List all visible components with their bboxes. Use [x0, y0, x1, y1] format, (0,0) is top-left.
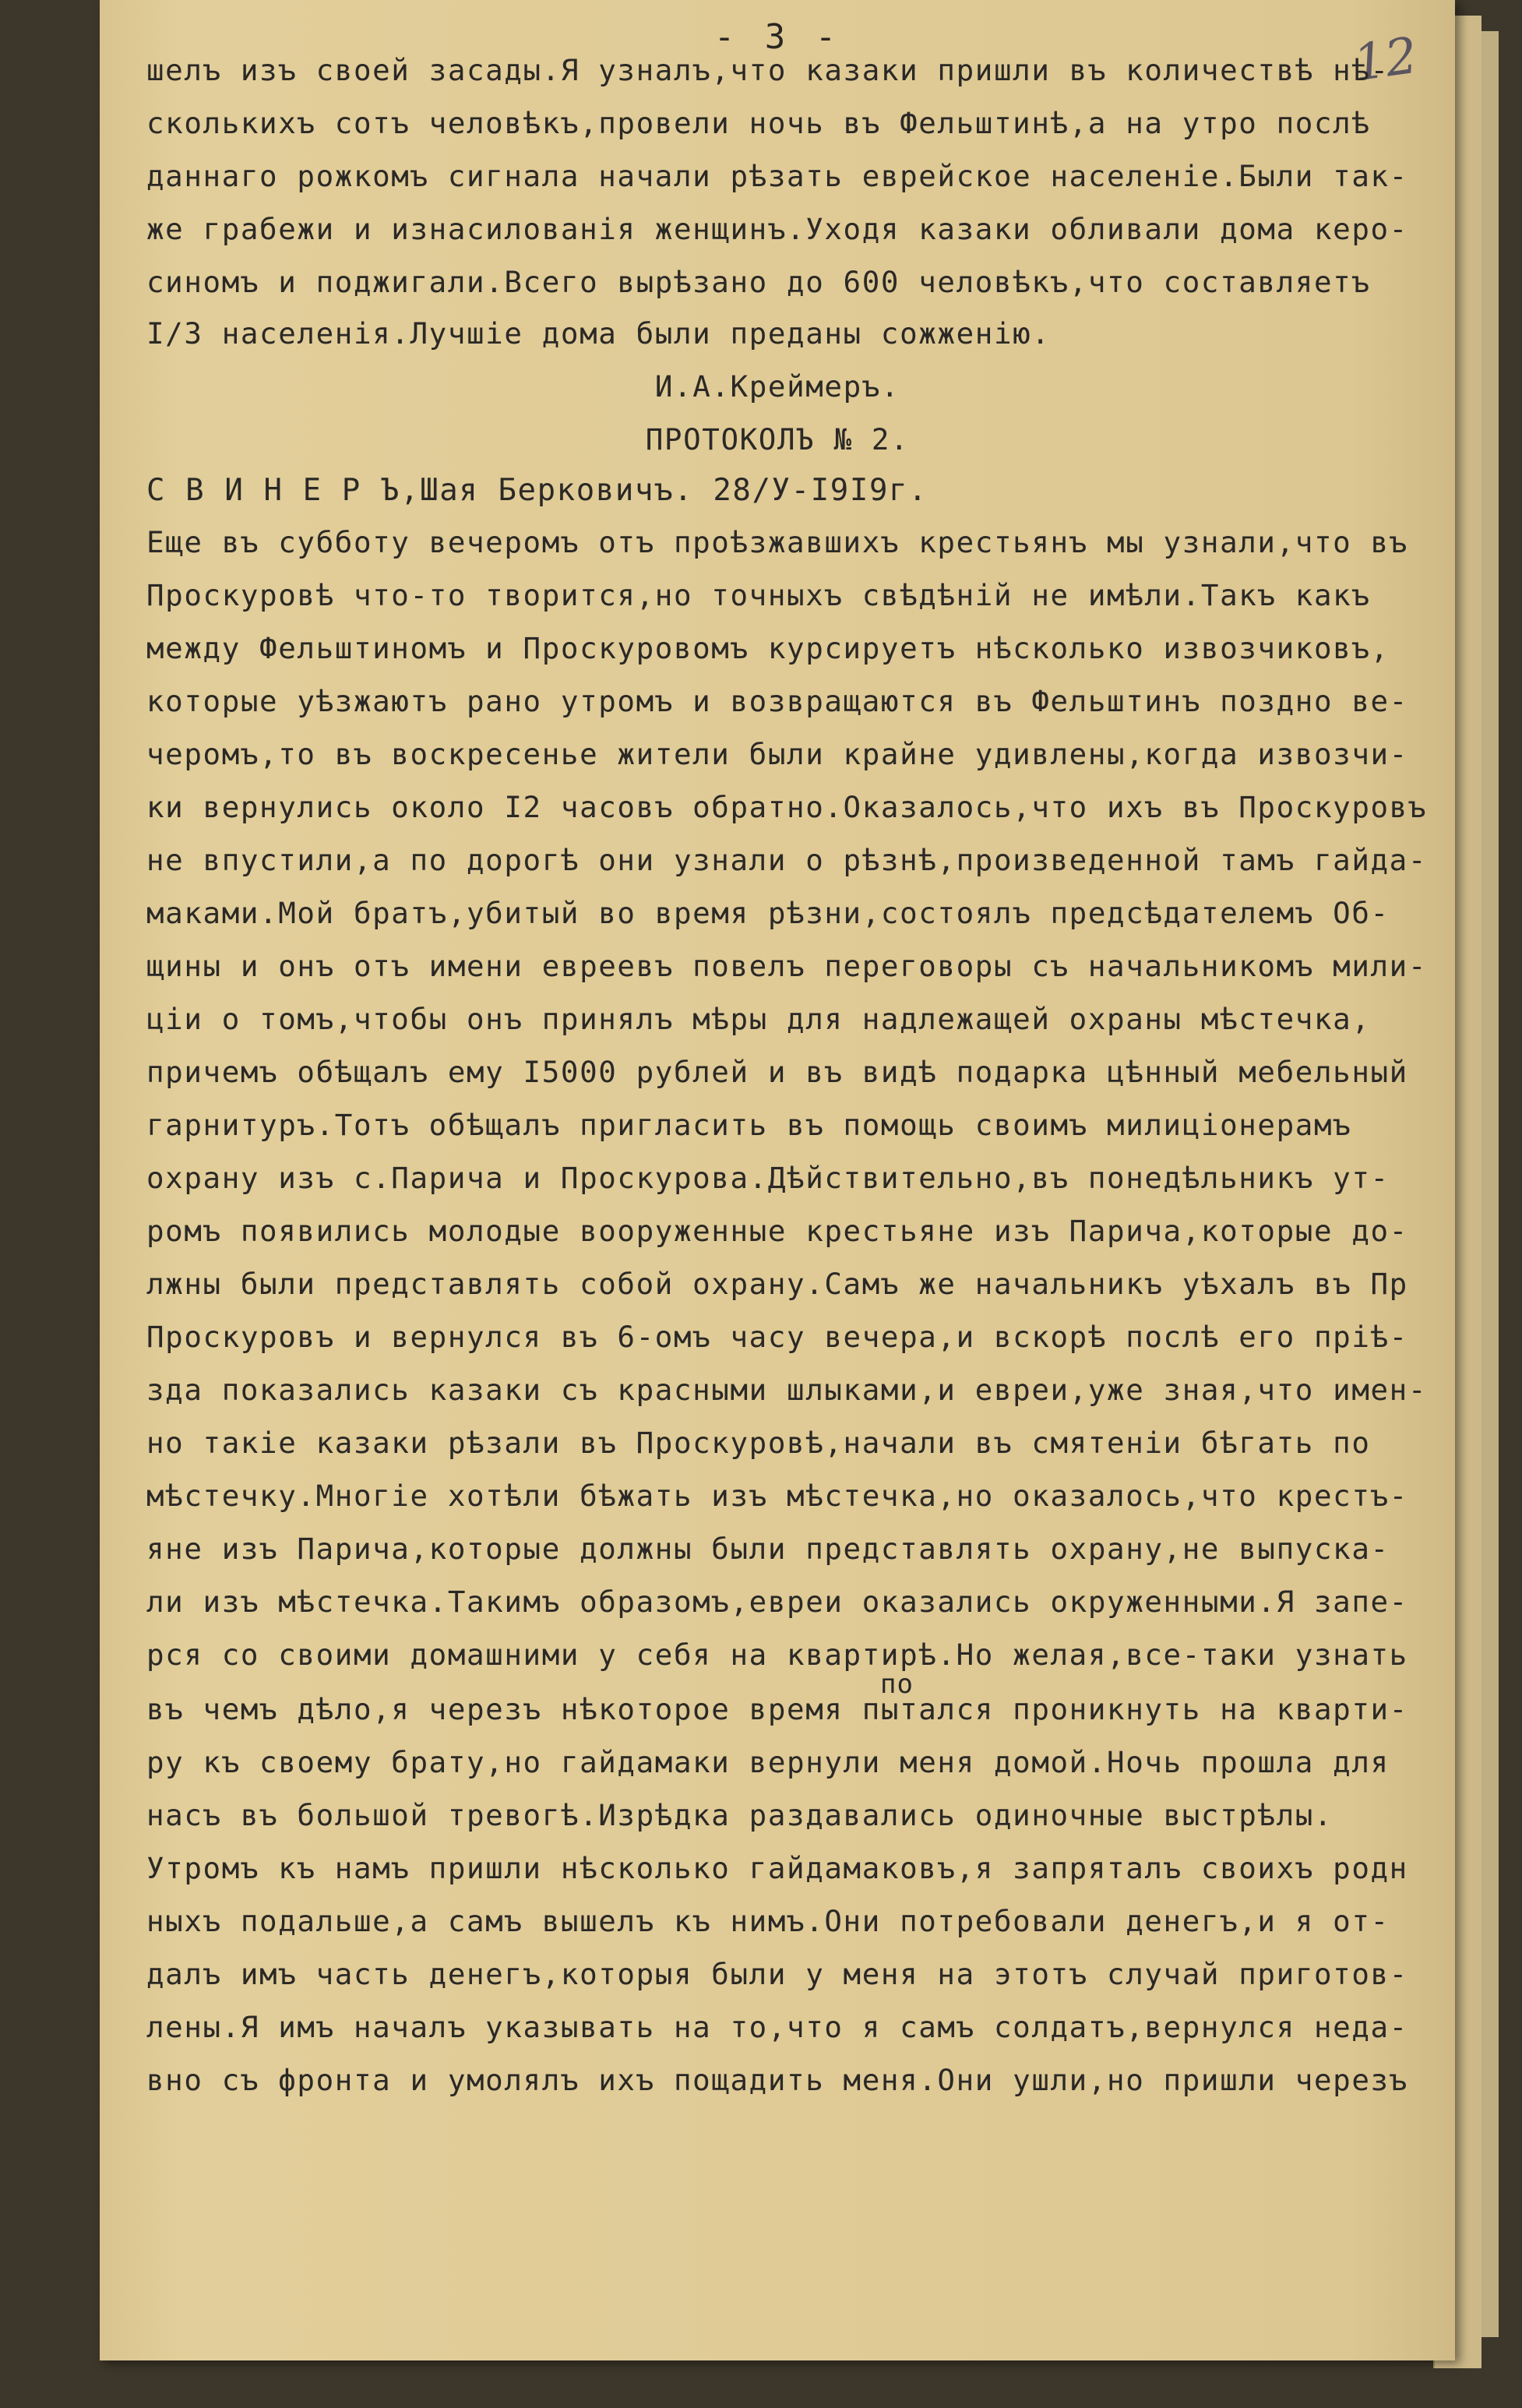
text-line: ціи о томъ,чтобы онъ принялъ мѣры для надлежащей охраны мѣстечка, [146, 1002, 1371, 1036]
text-line: Утромъ къ намъ пришли нѣсколько гайдамаковъ,я запряталъ своихъ родн [146, 1851, 1408, 1885]
text-line: синомъ и поджигали.Всего вырѣзано до 600 человѣкъ,что составляетъ [146, 265, 1371, 299]
text-line: вно съ фронта и умолялъ ихъ пощадить меня.Они ушли,но пришли черезъ [146, 2063, 1408, 2097]
text-line: шелъ изъ своей засады.Я узналъ,что казаки пришли въ количествѣ нѣ- [146, 53, 1390, 87]
text-line: ки вернулись около I2 часовъ обратно.Оказалось,что ихъ въ Проскуровъ [146, 790, 1428, 824]
text-line: ромъ появились молодые вооруженные крестьяне изъ Парича,которые до- [146, 1214, 1408, 1248]
text-line: зда показались казаки съ красными шлыками,и евреи,уже зная,что имен- [146, 1373, 1428, 1407]
page-number: - 3 - [713, 17, 841, 57]
text-line: даннаго рожкомъ сигнала начали рѣзать еврейское населеніе.Были так- [146, 159, 1408, 193]
text-line: рся со своими домашними у себя на квартирѣ.Но желая,все-таки узнать [146, 1638, 1408, 1672]
text-line: мѣстечку.Многіе хотѣли бѣжать изъ мѣстечка,но оказалось,что крестъ- [146, 1479, 1408, 1513]
text-line: сколькихъ сотъ человѣкъ,провели ночь въ Фельштинѣ,а на утро послѣ [146, 106, 1371, 140]
text-line: но такіе казаки рѣзали въ Проскуровѣ,начали въ смятеніи бѣгать по [146, 1426, 1371, 1460]
text-line: Проскуровѣ что-то творится,но точныхъ свѣдѣній не имѣли.Такъ какъ [146, 578, 1371, 612]
text-line: черомъ,то въ воскресенье жители были крайне удивлены,когда извозчи- [146, 737, 1408, 771]
protocol-title: ПРОТОКОЛЪ № 2. [645, 422, 910, 457]
text-line: маками.Мой братъ,убитый во время рѣзни,состоялъ предсѣдателемъ Об- [146, 896, 1390, 930]
text-line: между Фельштиномъ и Проскуровомъ курсируетъ нѣсколько извозчиковъ, [146, 631, 1390, 665]
text-line: причемъ обѣщалъ ему I5000 рублей и въ видѣ подарка цѣнный мебельный [146, 1055, 1408, 1089]
text-line: I/3 населенія.Лучшіе дома были преданы сожженію. [146, 316, 1051, 351]
text-line: же грабежи и изнасилованія женщинъ.Уходя казаки обливали дома керо- [146, 212, 1408, 246]
witness-heading: С В И Н Е Р Ъ,Шая Берковичъ. 28/У-I9I9г. [146, 473, 928, 508]
text-line: далъ имъ часть денегъ,которыя были у меня на этотъ случай приготов- [146, 1957, 1408, 1991]
text-line: яне изъ Парича,которые должны были представлять охрану,не выпуска- [146, 1532, 1390, 1566]
text-line: щины и онъ отъ имени евреевъ повелъ переговоры съ начальникомъ мили- [146, 949, 1428, 983]
text-line: въ чемъ дѣло,я черезъ нѣкоторое время пытался проникнуть на кварти- [146, 1692, 1408, 1726]
text-line: которые уѣзжаютъ рано утромъ и возвращаются въ Фельштинъ поздно ве- [146, 684, 1408, 718]
document-page [100, 0, 1455, 2360]
text-line: ру къ своему брату,но гайдамаки вернули меня домой.Ночь прошла для [146, 1745, 1390, 1779]
text-line: лены.Я имъ началъ указывать на то,что я самъ солдатъ,вернулся неда- [146, 2010, 1408, 2044]
text-line: гарнитуръ.Тотъ обѣщалъ пригласить въ помощь своимъ милиціонерамъ [146, 1108, 1352, 1142]
text-line: лжны были представлять собой охрану.Самъ же начальникъ уѣхалъ въ Пр [146, 1267, 1408, 1301]
text-line: ли изъ мѣстечка.Такимъ образомъ,евреи оказались окруженными.Я запе- [146, 1585, 1408, 1619]
text-line: Еще въ субботу вечеромъ отъ проѣзжавшихъ крестьянъ мы узнали,что въ [146, 525, 1408, 559]
text-line: охрану изъ с.Парича и Проскурова.Дѣйствительно,въ понедѣльникъ ут- [146, 1161, 1390, 1195]
text-line: Проскуровъ и вернулся въ 6-омъ часу вечера,и вскорѣ послѣ его пріѣ- [146, 1320, 1408, 1354]
interlinear-insert: по [880, 1669, 914, 1700]
handwritten-page-number: 12 [1350, 26, 1422, 93]
text-line: ныхъ подальше,а самъ вышелъ къ нимъ.Они потребовали денегъ,и я от- [146, 1904, 1390, 1938]
text-line: насъ въ большой тревогѣ.Изрѣдка раздавались одиночные выстрѣлы. [146, 1798, 1334, 1832]
text-line: не впустили,а по дорогѣ они узнали о рѣзнѣ,произведенной тамъ гайда- [146, 843, 1428, 877]
signature: И.А.Креймеръ. [654, 369, 900, 404]
